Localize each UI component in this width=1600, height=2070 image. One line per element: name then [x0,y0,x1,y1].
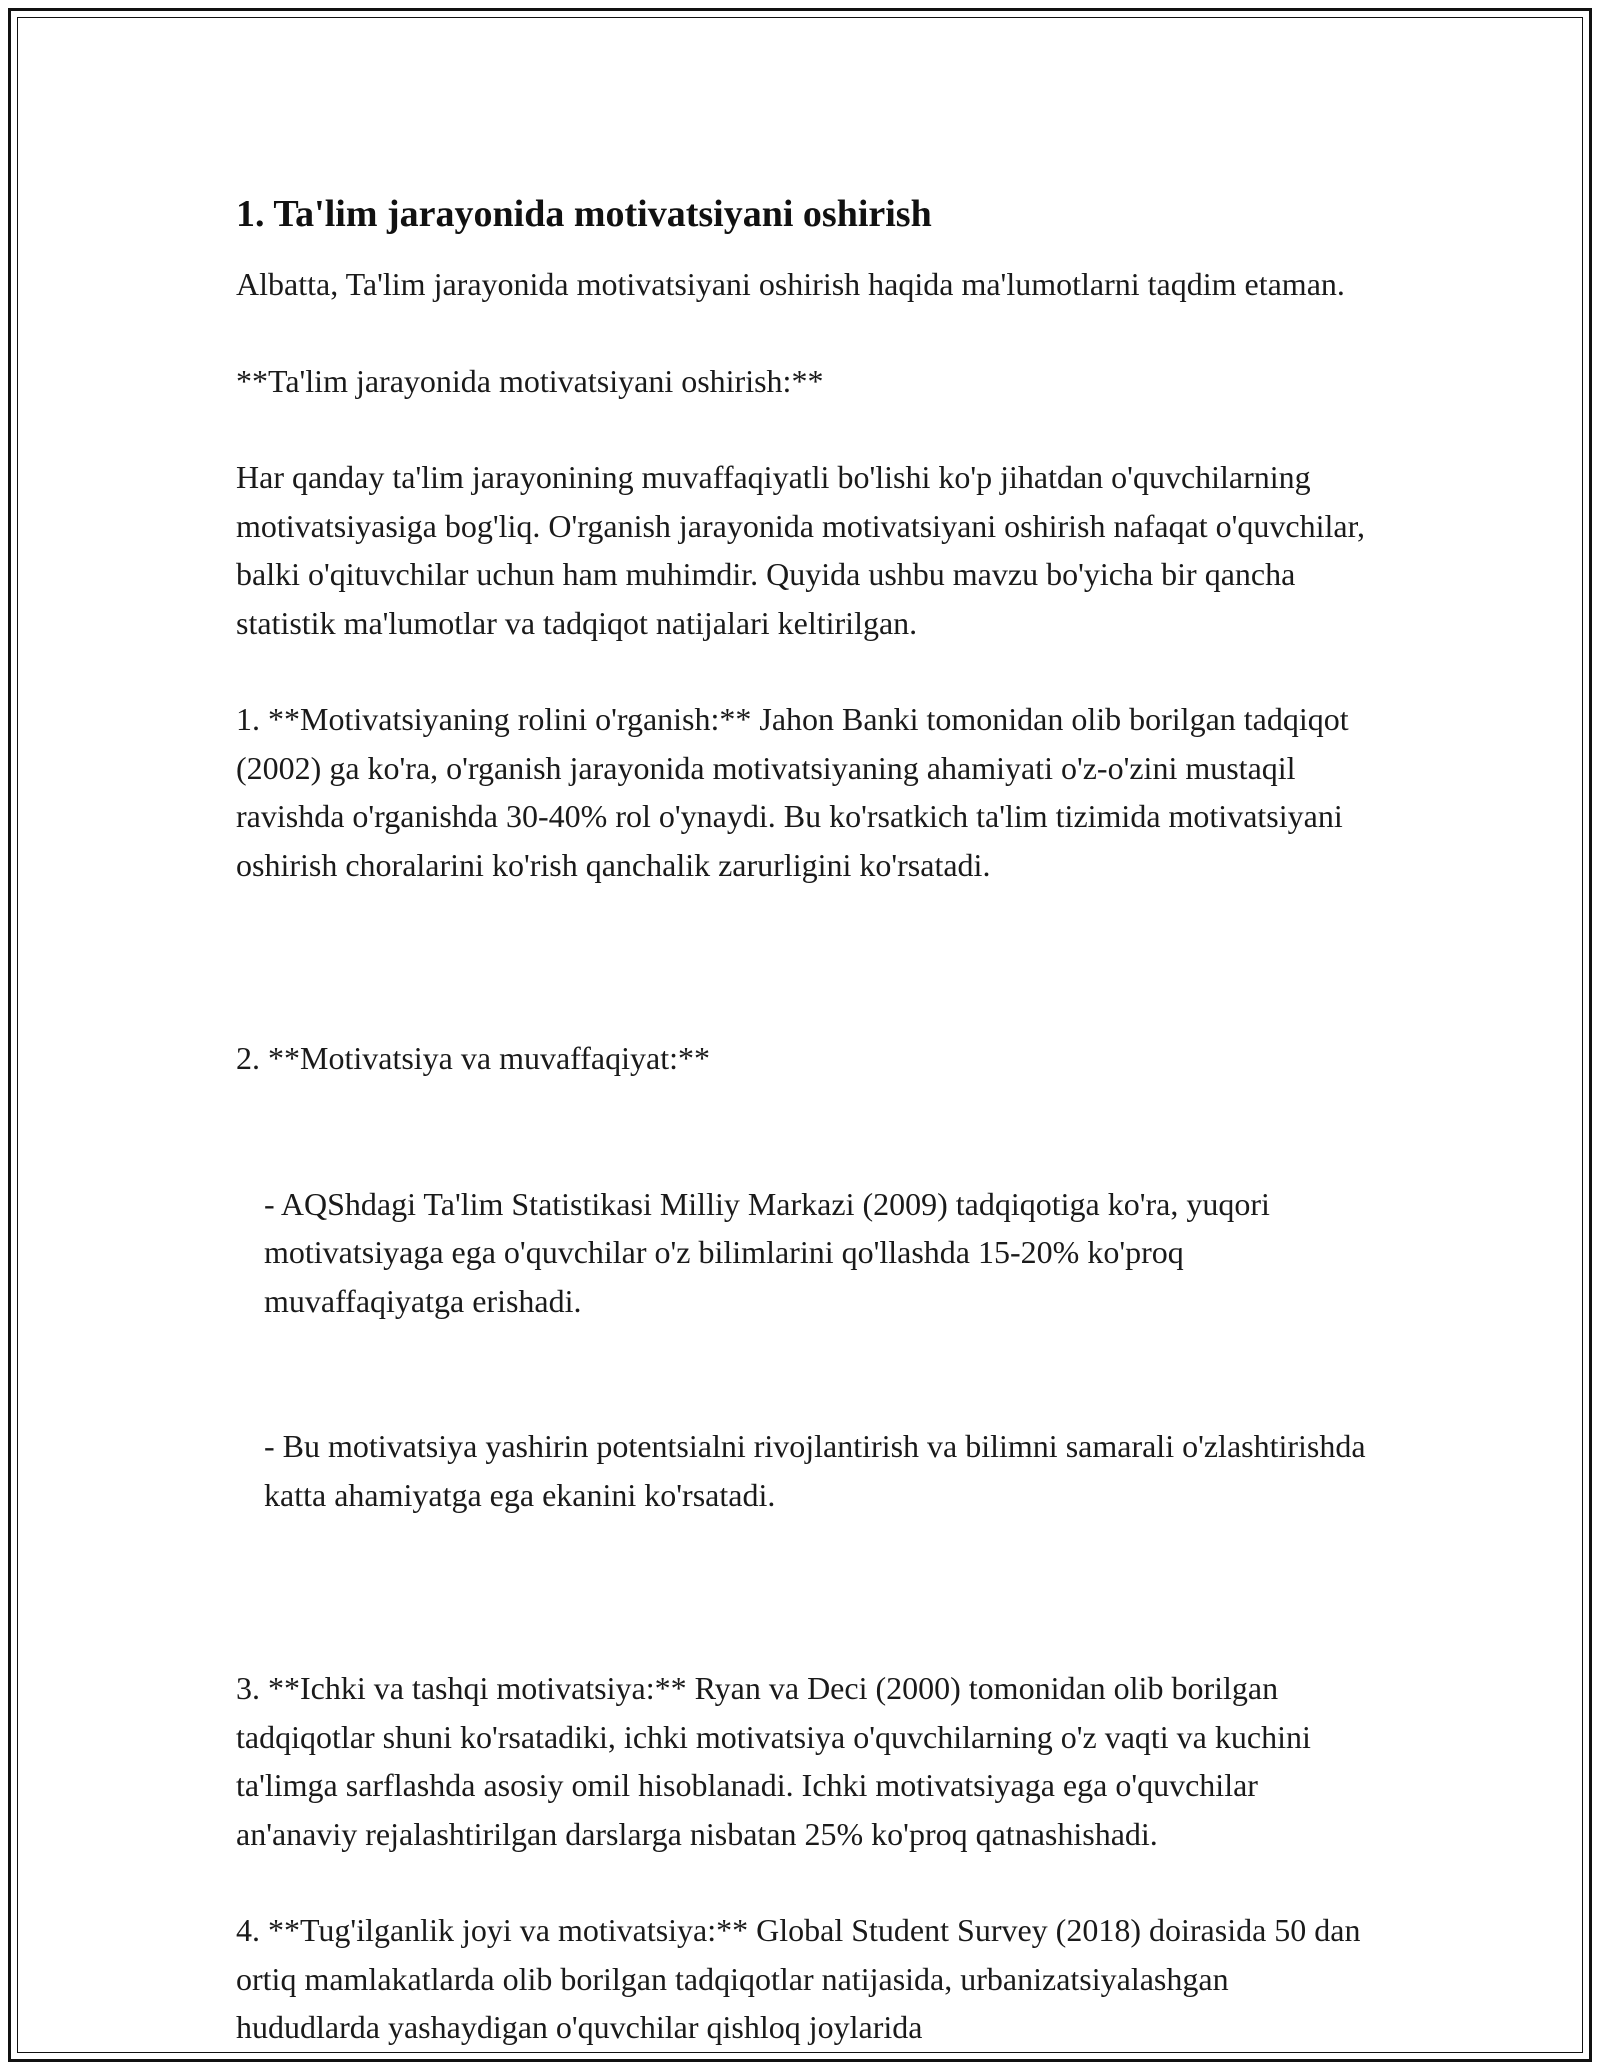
document-title: 1. Ta'lim jarayonida motivatsiyani oshirish [236,193,932,235]
document-body [236,188,1374,2052]
intro-paragraph: Albatta, Ta'lim jarayonida motivatsiyani oshirish haqida ma'lumotlarni taqdim etaman. [236,266,1345,302]
list-item-2-bullet-2: - Bu motivatsiya yashirin potentsialni rivojlantirish va bilimni samarali o'zlashtirishda katta ahamiyatga ega ekanini ko'rsatadi. [264,1428,1374,1513]
overview-paragraph: Har qanday ta'lim jarayonining muvaffaqiyatli bo'lishi ko'p jihatdan o'quvchilarning motivatsiyasiga bog'liq. O'rganish jarayonida motivatsiyani oshirish nafaqat o'quvchilar, balki o'qituvchilar uchun ham muhimdir. Quyida ushbu mavzu bo'yicha bir qancha statistik ma'lumotlar va tadqiqot natijalari keltirilgan. [236,459,1373,641]
list-item-2-bullet-1: - AQShdagi Ta'lim Statistikasi Milliy Markazi (2009) tadqiqotiga ko'ra, yuqori motivatsiyaga ega o'quvchilar o'z bilimlarini qo'llashda 15-20% ko'proq muvaffaqiyatga erishadi. [264,1185,1278,1319]
section-heading: **Ta'lim jarayonida motivatsiyani oshirish:** [236,362,824,399]
list-item-1: 1. **Motivatsiyaning rolini o'rganish:** Jahon Banki tomonidan olib borilgan tadqiqot (2002) ga ko'ra, o'rganish jarayonida motivatsiyaning ahamiyati o'z-o'zini mustaqil ravishda o'rganishda 30-40% rol o'ynaydi. Bu ko'rsatkich ta'lim tizimida motivatsiyani oshirish choralarini ko'rish qanchalik zarurligini ko'rsatadi. [236,701,1357,883]
list-item-2 [236,937,1374,1616]
list-item-4: 4. **Tug'ilganlik joyi va motivatsiya:** Global Student Survey (2018) doirasida 50 dan ortiq mamlakatlarda olib borilgan tadqiqotlar natijasida, urbanizatsiyalashgan hududlarda yashaydigan o'quvchilar qishloq joylarida [236,1912,1369,2045]
list-item-2-heading: 2. **Motivatsiya va muvaffaqiyat:** [236,1040,710,1076]
list-item-3: 3. **Ichki va tashqi motivatsiya:** Ryan va Deci (2000) tomonidan olib borilgan tadqiqotlar shuni ko'rsatadiki, ichki motivatsiya o'quvchilarning o'z vaqti va kuchini ta'limga sarflashda asosiy omil hisoblanadi. Ichki motivatsiyaga ega o'quvchilar an'anaviy rejalashtirilgan darslarga nisbatan 25% ko'proq qatnashishadi. [236,1670,1319,1852]
